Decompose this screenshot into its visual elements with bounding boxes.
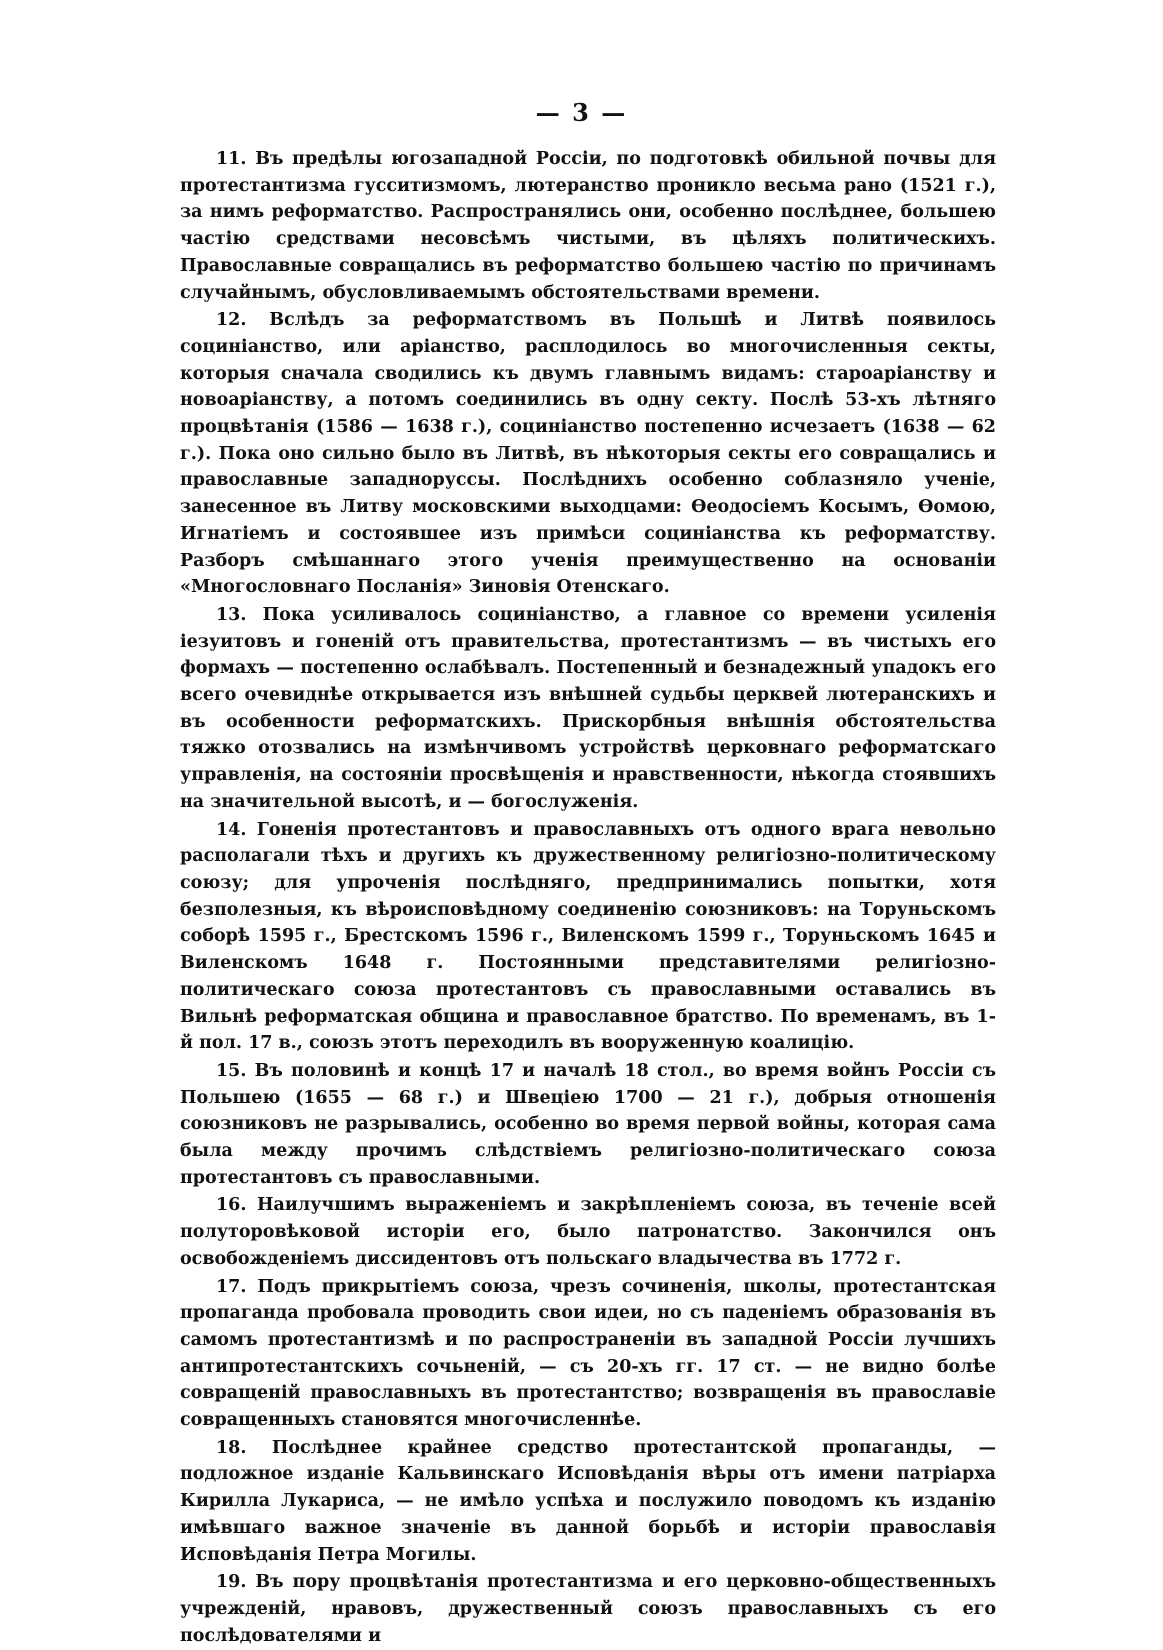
paragraph-14: 14. Гоненія протестантовъ и православныхъ отъ одного врага невольно располагали тѣхъ и другихъ къ дружественному религіозно-политическому союзу; для упроченія послѣдняго, предпринимались попытки, хотя безполезныя, къ вѣроисповѣдному соединенію союзниковъ: на Торуньскомъ соборѣ 1595 г., Брестскомъ 1596 г., Виленскомъ 1599 г., Торуньскомъ 1645 и Виленскомъ 1648 г. Постоянными представителями религіозно-политическаго союза протестантовъ съ православными оставались въ Вильнѣ реформатская община и православное братство. По временамъ, въ 1-й пол. 17 в., союзъ этотъ переходилъ въ вооруженную коалицію. <box>180 819 996 1054</box>
paragraph-12: 12. Вслѣдъ за реформатствомъ въ Польшѣ и Литвѣ появилось социніанство, или аріанство, расплодилось во многочисленныя секты, которыя сначала сводились къ двумъ главнымъ видамъ: староаріанству и новоаріанству, а потомъ соединились въ одну секту. Послѣ 53-хъ лѣтняго процвѣтанія (1586 — 1638 г.), социніанство постепенно исчезаетъ (1638 — 62 г.). Пока оно сильно было въ Литвѣ, въ нѣкоторыя секты его совращались и православные западноруссы. Послѣднихъ особенно соблазняло ученіе, занесенное въ Литву московскими выходцами: Ѳеодосіемъ Косымъ, Ѳомою, Игнатіемъ и состоявшее изъ примѣси социніанства къ реформатству. Разборъ смѣшаннаго этого ученія преимущественно на основаніи «Многословнаго Посланія» Зиновія Отенскаго. <box>180 310 996 598</box>
page-number: — 3 — <box>535 98 628 127</box>
paragraph-19: 19. Въ пору процвѣтанія протестантизма и его церковно-общественныхъ учрежденій, нравовъ, дружественный союзъ православныхъ съ его послѣдователями и <box>180 1572 996 1646</box>
paragraph-15: 15. Въ половинѣ и концѣ 17 и началѣ 18 стол., во время войнъ Россіи съ Польшею (1655 — 68 г.) и Швеціею 1700 — 21 г.), добрыя отношенія союзниковъ не разрывались, особенно во время первой войны, которая сама была между прочимъ слѣдствіемъ религіозно-политическаго союза протестантовъ съ православными. <box>180 1060 996 1188</box>
body-text <box>180 146 996 1650</box>
paragraph-13: 13. Пока усиливалось социніанство, а главное со времени усиленія іезуитовъ и гоненій отъ правительства, протестантизмъ — въ чистыхъ его формахъ — постепенно ослабѣвалъ. Постепенный и безнадежный упадокъ его всего очевиднѣе открывается изъ внѣшней судьбы церквей лютеранскихъ и въ особенности реформатскихъ. Прискорбныя внѣшнія обстоятельства тяжко отозвались на измѣнчивомъ устройствѣ церковнаго реформатскаго управленія, на состояніи просвѣщенія и нравственности, нѣкогда стоявшихъ на значительной высотѣ, и — богослуженія. <box>180 604 996 812</box>
paragraph-18: 18. Послѣднее крайнее средство протестантской пропаганды, — подложное изданіе Кальвинскаго Исповѣданія вѣры отъ имени патріарха Кирилла Лукариса, — не имѣло успѣха и послужило поводомъ къ изданію имѣвшаго важное значеніе въ данной борьбѣ и исторіи православія Исповѣданія Петра Могилы. <box>180 1437 996 1565</box>
paragraph-16: 16. Наилучшимъ выраженіемъ и закрѣпленіемъ союза, въ теченіе всей полуторовѣковой исторіи его, было патронатство. Закончился онъ освобожденіемъ диссидентовъ отъ польскаго владычества въ 1772 г. <box>180 1195 996 1269</box>
paragraph-17: 17. Подъ прикрытіемъ союза, чрезъ сочиненія, школы, протестантская пропаганда пробовала проводить свои идеи, но съ паденіемъ образованія въ самомъ протестантизмѣ и по распространеніи въ западной Россіи лучшихъ антипротестантскихъ сочьненій, — съ 20-хъ гг. 17 ст. — не видно болѣе совращеній православныхъ въ протестантство; возвращенія въ православіе совращенныхъ становятся многочисленнѣе. <box>180 1276 996 1431</box>
paragraph-11: 11. Въ предѣлы югозападной Россіи, по подготовкѣ обильной почвы для протестантизма гусситизмомъ, лютеранство проникло весьма рано (1521 г.), за нимъ реформатство. Распространялись они, особенно послѣднее, большею частію средствами несовсѣмъ чистыми, въ цѣляхъ политическихъ. Православные совращались въ реформатство большею частію по причинамъ случайнымъ, обусловливаемымъ обстоятельствами времени. <box>180 149 996 303</box>
